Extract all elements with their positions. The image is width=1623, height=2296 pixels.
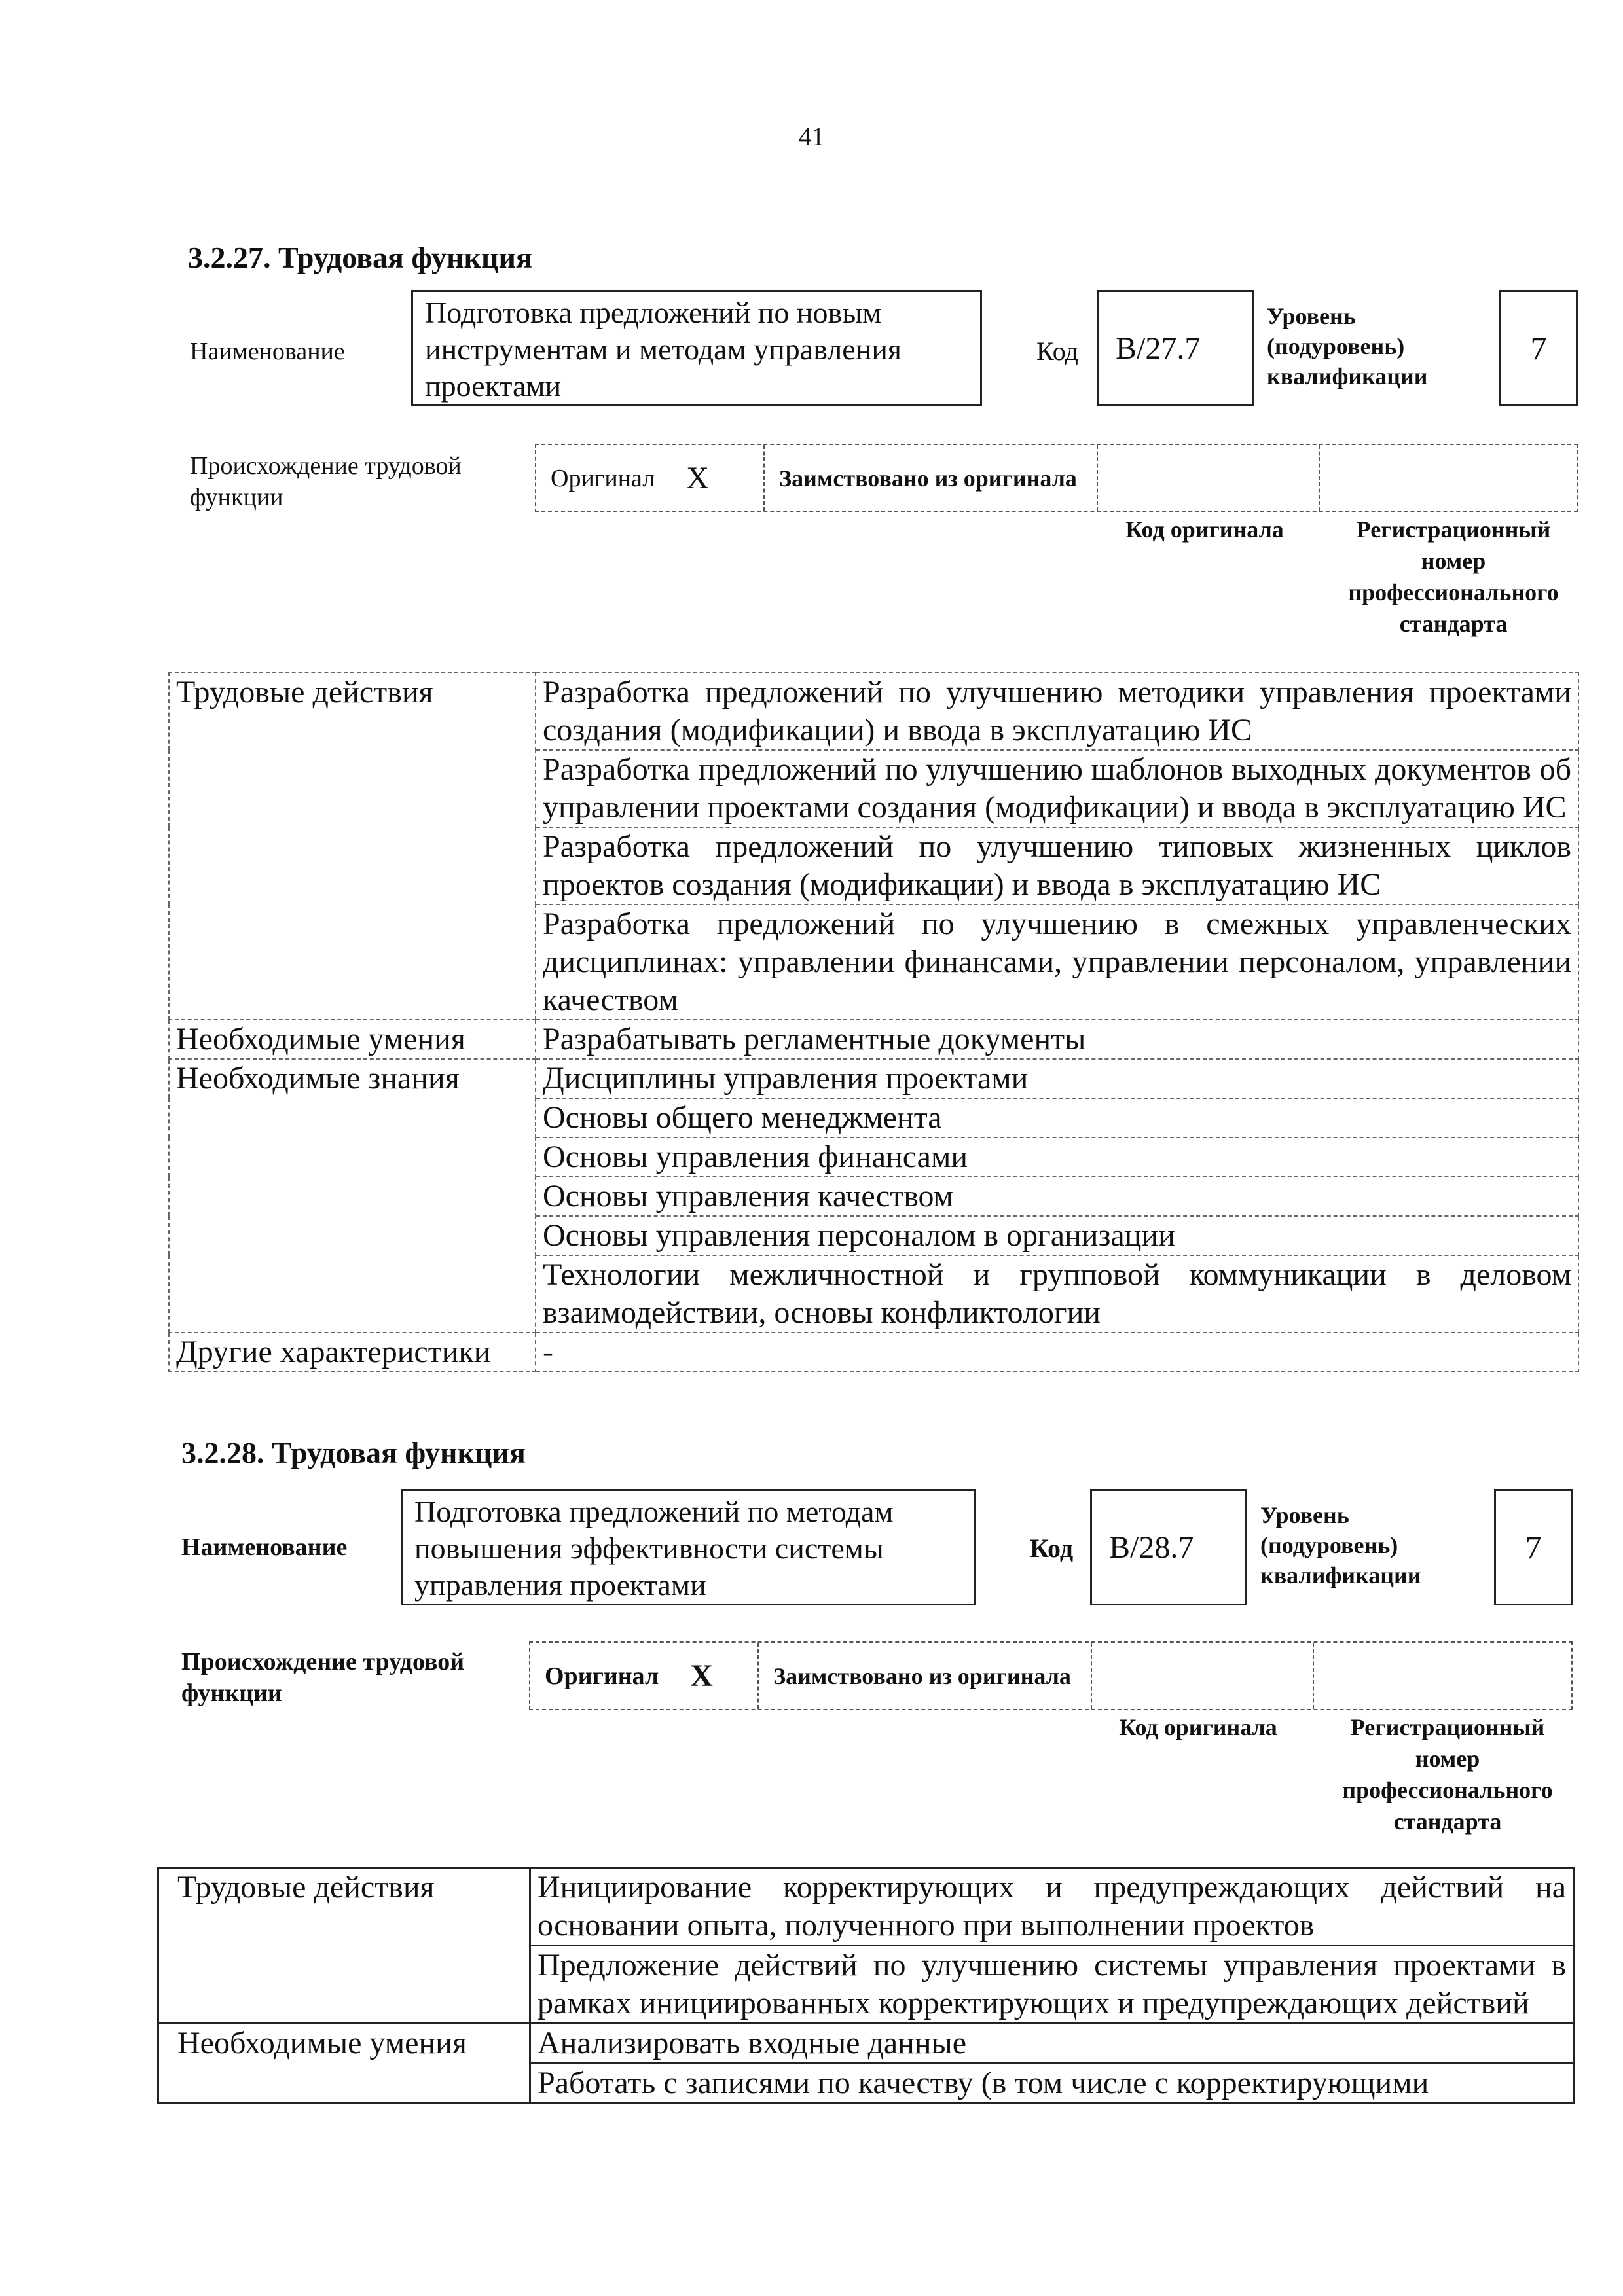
original-mark: X	[690, 1659, 713, 1693]
section-title-3-2-28: 3.2.28. Трудовая функция	[181, 1436, 526, 1469]
orig-code-cell	[1092, 1643, 1314, 1709]
knowledge-item: Основы управления финансами	[536, 1138, 1578, 1177]
knowledge-item: Основы управления качеством	[536, 1177, 1578, 1216]
skill-item: Разрабатывать регламентные документы	[536, 1020, 1578, 1059]
borrowed-label: Заимствовано из оригинала	[773, 1662, 1071, 1689]
reg-number-cell	[1314, 1643, 1571, 1709]
function-name-box	[401, 1489, 976, 1605]
function-name-box	[411, 290, 982, 406]
skills-label: Необходимые умения	[169, 1020, 536, 1059]
table-row	[169, 1333, 1578, 1372]
labor-action-item: Разработка предложений по улучшению типовых жизненных циклов проектов создания (модификации) и ввода в эксплуатацию ИС	[536, 827, 1578, 905]
labor-actions-label: Трудовые действия	[158, 1868, 530, 2024]
knowledge-item: Дисциплины управления проектами	[536, 1059, 1578, 1098]
borrowed-cell	[759, 1643, 1092, 1709]
knowledge-item: Основы управления персоналом в организации	[536, 1216, 1578, 1255]
function-name-text: Подготовка предложений по новым инструментам и методам управления проектами	[425, 296, 902, 403]
labor-action-item: Инициирование корректирующих и предупреждающих действий на основании опыта, полученного при выполнении проектов	[530, 1868, 1574, 1946]
level-label: Уровень (подуровень) квалификации	[1267, 303, 1428, 389]
origin-row	[535, 444, 1578, 512]
code-value: В/27.7	[1116, 331, 1201, 366]
code-box	[1097, 290, 1254, 406]
original-cell	[536, 445, 765, 511]
page-number: 41	[798, 122, 825, 151]
origin-row	[529, 1641, 1573, 1710]
name-label: Наименование	[181, 1534, 348, 1561]
reg-number-caption: Регистрационный номер профессионального стандарта	[1348, 516, 1559, 637]
origin-label: Происхождение трудовой функции	[181, 1648, 465, 1707]
knowledge-label: Необходимые знания	[169, 1059, 536, 1333]
table-row	[169, 673, 1578, 750]
code-label: Код	[1036, 336, 1078, 366]
table-row	[169, 1020, 1578, 1059]
table-row	[169, 1059, 1578, 1098]
borrowed-label: Заимствовано из оригинала	[779, 465, 1077, 492]
code-value: В/28.7	[1109, 1530, 1194, 1565]
labor-action-item: Разработка предложений по улучшению методики управления проектами создания (модификации) и ввода в эксплуатацию ИС	[536, 673, 1578, 750]
original-mark: X	[686, 461, 709, 495]
original-label: Оригинал	[545, 1662, 659, 1690]
reg-number-caption: Регистрационный номер профессионального стандарта	[1342, 1714, 1553, 1835]
reg-number-cell	[1320, 445, 1577, 511]
origin-label: Происхождение трудовой функции	[190, 452, 462, 511]
labor-action-item: Предложение действий по улучшению системы управления проектами в рамках инициированных корректирующих и предупреждающих действий	[530, 1946, 1574, 2024]
labor-action-item: Разработка предложений по улучшению в смежных управленческих дисциплинах: управлении финансами, управлении персоналом, управлении качеством	[536, 905, 1578, 1020]
section-title-3-2-27: 3.2.27. Трудовая функция	[188, 241, 532, 274]
borrowed-cell	[765, 445, 1098, 511]
other-label: Другие характеристики	[169, 1333, 536, 1372]
level-value: 7	[1525, 1529, 1542, 1566]
skills-label: Необходимые умения	[158, 2024, 530, 2104]
level-box	[1499, 290, 1578, 406]
name-label: Наименование	[190, 338, 345, 365]
orig-code-cell	[1098, 445, 1320, 511]
table-3-2-28	[157, 1867, 1575, 2104]
code-box	[1090, 1489, 1247, 1605]
labor-action-item: Разработка предложений по улучшению шаблонов выходных документов об управлении проектами создания (модификации) и ввода в эксплуатацию ИС	[536, 750, 1578, 827]
original-label: Оригинал	[551, 464, 655, 492]
code-label: Код	[1030, 1534, 1074, 1563]
knowledge-item: Технологии межличностной и групповой коммуникации в деловом взаимодействии, основы конфликтологии	[536, 1255, 1578, 1333]
labor-actions-label: Трудовые действия	[169, 673, 536, 1020]
function-name-text: Подготовка предложений по методам повышения эффективности системы управления проектами	[414, 1495, 894, 1602]
skill-item: Анализировать входные данные	[530, 2024, 1574, 2064]
level-value: 7	[1530, 330, 1547, 367]
knowledge-item: Основы общего менеджмента	[536, 1098, 1578, 1138]
level-label: Уровень (подуровень) квалификации	[1260, 1502, 1421, 1588]
orig-code-caption: Код оригинала	[1119, 1714, 1277, 1740]
other-value: -	[536, 1333, 1578, 1372]
original-cell	[530, 1643, 759, 1709]
table-row	[158, 2024, 1574, 2064]
table-3-2-27	[168, 672, 1579, 1372]
skill-item: Работать с записями по качеству (в том числе с корректирующими	[530, 2064, 1574, 2104]
level-box	[1494, 1489, 1573, 1605]
orig-code-caption: Код оригинала	[1125, 516, 1284, 543]
table-row	[158, 1868, 1574, 1946]
